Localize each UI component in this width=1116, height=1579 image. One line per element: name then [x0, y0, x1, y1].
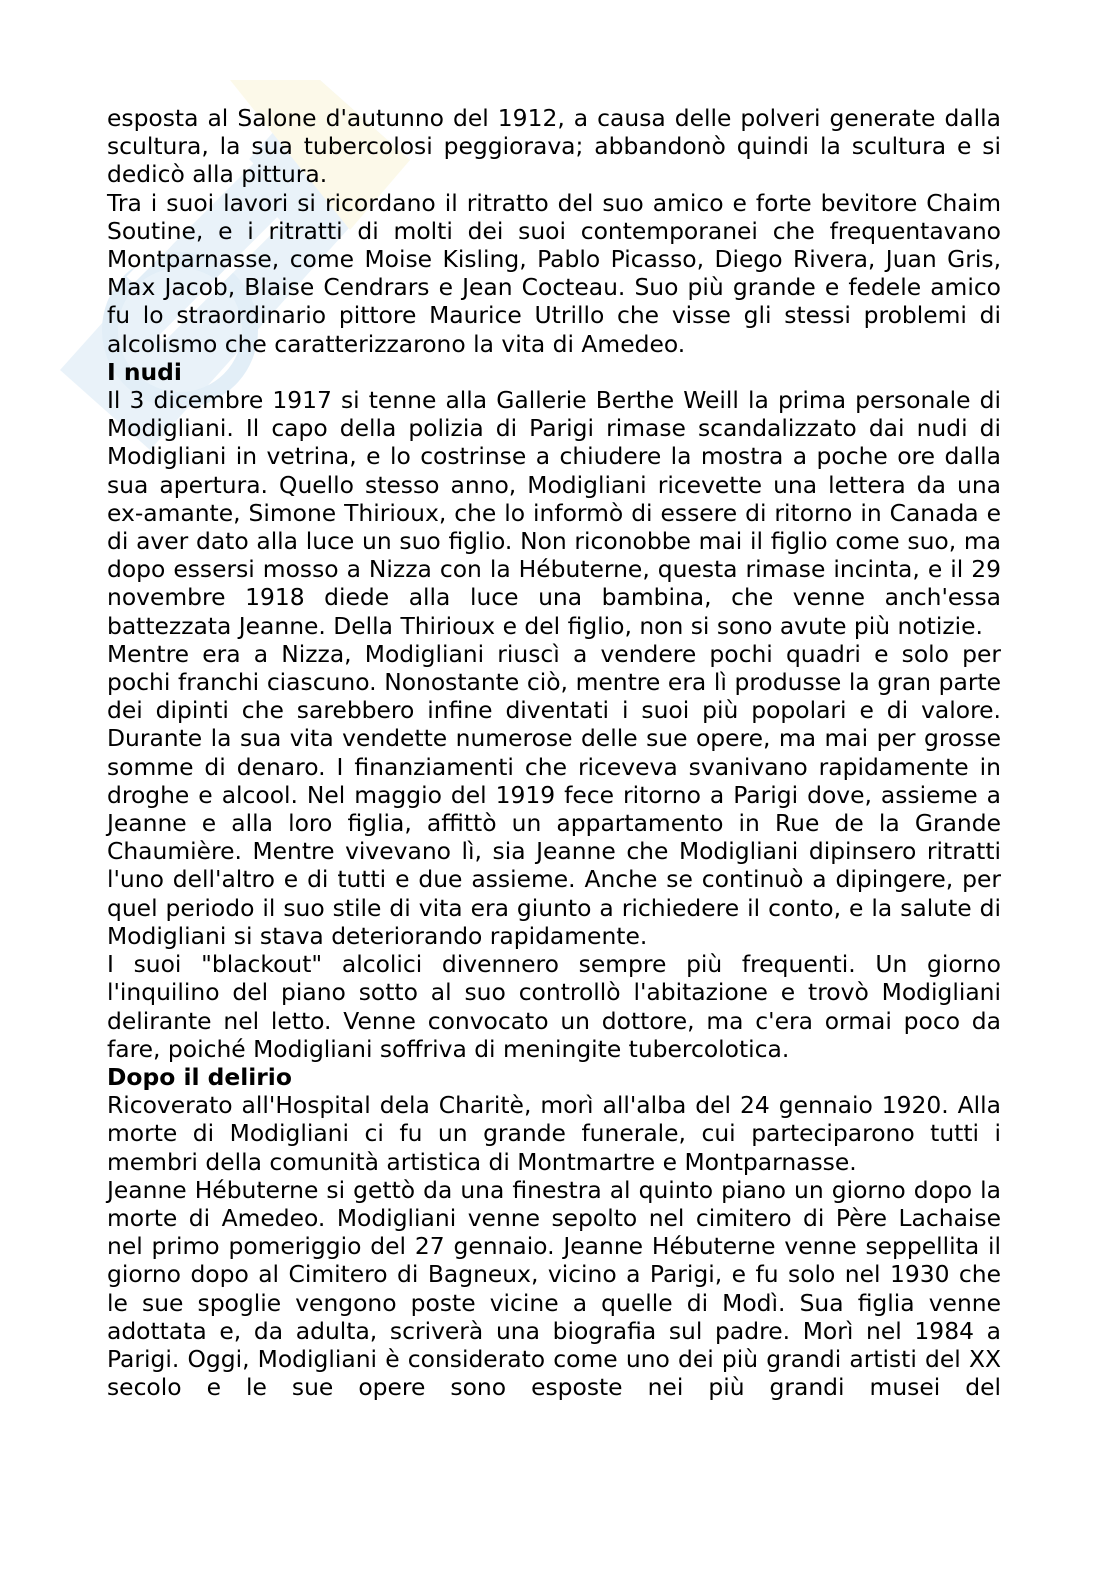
- paragraph-ricovero: Ricoverato all'Hospital dela Charitè, morì all'alba del 24 gennaio 1920. Alla morte di Modigliani ci fu un grande funerale, cui parteciparono tutti i membri della comunità artistica di Montmartre e Montparnasse.: [107, 1091, 1001, 1176]
- paragraph-ritratti: Tra i suoi lavori si ricordano il ritratto del suo amico e forte bevitore Chaim Soutine, e i ritratti di molti dei suoi contemporanei che frequentavano Montparnasse, come Moise Kisling, Pablo Picasso, Diego Rivera, Juan Gris, Max Jacob, Blaise Cendrars e Jean Cocteau. Suo più grande e fedele amico fu lo straordinario pittore Maurice Utrillo che visse gli stessi problemi di alcolismo che caratterizzarono la vita di Amedeo.: [107, 188, 1001, 358]
- section-heading-nudi: I nudi: [107, 357, 182, 386]
- section-heading-delirio: Dopo il delirio: [107, 1062, 292, 1091]
- paragraph-blackout: I suoi "blackout" alcolici divennero sempre più frequenti. Un giorno l'inquilino del piano sotto al suo controllò l'abitazione e trovò Modigliani delirante nel letto. Venne convocato un dottore, ma c'era ormai poco da fare, poiché Modigliani soffriva di meningite tubercolotica.: [107, 950, 1001, 1063]
- paragraph-nizza: Mentre era a Nizza, Modigliani riuscì a vendere pochi quadri e solo per pochi franchi ciascuno. Nonostante ciò, mentre era lì produsse la gran parte dei dipinti che sarebbero infine diventati i suoi più popolari e di valore. Durante la sua vita vendette numerose delle sue opere, ma mai per grosse somme di denaro. I finanziamenti che riceveva svanivano rapidamente in droghe e alcool. Nel maggio del 1919 fece ritorno a Parigi dove, assieme a Jeanne e alla loro figlia, affittò un appartamento in Rue de la Grande Chaumière. Mentre vivevano lì, sia Jeanne che Modigliani dipinsero ritratti l'uno dell'altro e di tutti e due assieme. Anche se continuò a dipingere, per quel periodo il suo stile di vita era giunto a richiedere il conto, e la salute di Modigliani si stava deteriorando rapidamente.: [107, 639, 1001, 950]
- paragraph-mostra: Il 3 dicembre 1917 si tenne alla Gallerie Berthe Weill la prima personale di Modigliani. Il capo della polizia di Parigi rimase scandalizzato dai nudi di Modigliani in vetrina, e lo costrinse a chiudere la mostra a poche ore dalla sua apertura. Quello stesso anno, Modigliani ricevette una lettera da una ex-amante, Simone Thirioux, che lo informò di essere di ritorno in Canada e di aver dato alla luce un suo figlio. Non riconobbe mai il figlio come suo, ma dopo essersi mosso a Nizza con la Hébuterne, questa rimase incinta, e il 29 novembre 1918 diede alla luce una bambina, che venne anch'essa battezzata Jeanne. Della Thirioux e del figlio, non si sono avute più notizie.: [107, 386, 1001, 640]
- paragraph-salone: esposta al Salone d'autunno del 1912, a causa delle polveri generate dalla scultura, la sua tubercolosi peggiorava; abbandonò quindi la scultura e si dedicò alla pittura.: [107, 104, 1001, 189]
- paragraph-hebuterne: Jeanne Hébuterne si gettò da una finestra al quinto piano un giorno dopo la morte di Amedeo. Modigliani venne sepolto nel cimitero di Père Lachaise nel primo pomeriggio del 27 gennaio. Jeanne Hébuterne venne seppellita il giorno dopo al Cimitero di Bagneux, vicino a Parigi, e fu solo nel 1930 che le sue spoglie vengono poste vicine a quelle di Modì. Sua figlia venne adottata e, da adulta, scriverà una biografia sul padre. Morì nel 1984 a Parigi. Oggi, Modigliani è considerato come uno dei più grandi artisti del XX secolo e le sue opere sono esposte nei più grandi musei del: [107, 1175, 1001, 1402]
- document-body: [107, 104, 1001, 1401]
